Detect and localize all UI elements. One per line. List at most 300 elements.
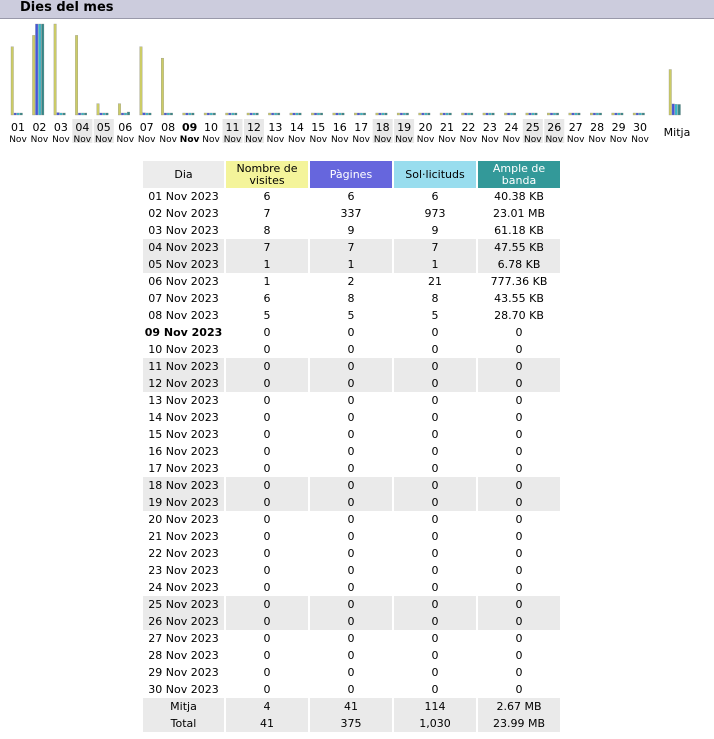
cell-pages: 0 xyxy=(310,358,392,375)
cell-visits: 0 xyxy=(226,358,308,375)
day-06-visits-bar xyxy=(118,104,121,115)
table-row xyxy=(143,205,560,222)
day-22-hits-bar xyxy=(467,113,470,115)
cell-visits: 1 xyxy=(263,275,271,288)
day-25-visits-bar xyxy=(526,113,529,115)
cell-visits: 6 xyxy=(263,190,271,203)
cell-bandwidth: 0 xyxy=(478,358,560,375)
cell-hits: 9 xyxy=(431,224,439,237)
day-07-pages-bar xyxy=(143,113,146,115)
day-21-bandwidth-bar xyxy=(449,113,452,115)
cell-bandwidth: 0 xyxy=(515,428,523,441)
table-row xyxy=(143,681,560,698)
day-11-visits-bar xyxy=(226,113,229,115)
cell-bandwidth: 47.55 KB xyxy=(478,239,560,256)
x-tick-day: 10 xyxy=(204,121,219,134)
day-09-hits-bar xyxy=(189,113,192,115)
cell-pages: 0 xyxy=(347,411,355,424)
cell-visits: 0 xyxy=(263,564,271,577)
cell-hits: 0 xyxy=(431,649,439,662)
table-row xyxy=(143,409,560,426)
x-tick-month: Nov xyxy=(245,135,263,145)
x-tick-month: Nov xyxy=(159,135,177,145)
total-row-label: Total xyxy=(143,715,224,732)
day-26-bandwidth-bar xyxy=(556,113,559,115)
cell-hits: 0 xyxy=(431,581,439,594)
x-tick-month: Nov xyxy=(373,135,392,145)
cell-pages: 7 xyxy=(310,239,392,256)
day-18-visits-bar xyxy=(376,113,379,115)
cell-day: 14 Nov 2023 xyxy=(148,411,219,424)
day-12-hits-bar xyxy=(253,113,256,115)
table-row xyxy=(143,460,560,477)
cell-day: 04 Nov 2023 xyxy=(143,239,224,256)
day-01-hits-bar xyxy=(17,113,20,115)
day-24-visits-bar xyxy=(504,113,507,115)
table-row xyxy=(143,511,560,528)
day-24-hits-bar xyxy=(510,113,512,115)
cell-bandwidth: 23.01 MB xyxy=(492,207,546,220)
x-tick-month: Nov xyxy=(545,135,564,145)
x-tick-month: Nov xyxy=(30,135,49,145)
x-tick-month: Nov xyxy=(566,135,585,145)
cell-day: 29 Nov 2023 xyxy=(148,666,219,679)
cell-visits: 0 xyxy=(263,547,271,560)
table-row xyxy=(143,647,560,664)
cell-bandwidth: 0 xyxy=(478,596,560,613)
day-30-visits-bar xyxy=(633,113,636,115)
day-15-hits-bar xyxy=(317,113,320,115)
cell-visits: 7 xyxy=(226,239,308,256)
cell-visits: 0 xyxy=(226,596,308,613)
x-tick-day: 28 xyxy=(590,121,605,134)
day-19-bandwidth-bar xyxy=(406,113,409,115)
table-row xyxy=(143,528,560,545)
cell-visits: 0 xyxy=(226,477,308,494)
day-27-visits-bar xyxy=(569,113,572,115)
day-26-pages-bar xyxy=(550,113,553,115)
total-row-pages: 375 xyxy=(310,715,392,732)
cell-bandwidth: 0 xyxy=(515,632,523,645)
day-19-visits-bar xyxy=(397,113,400,115)
day-11-pages-bar xyxy=(229,113,232,115)
x-tick-day: 11 xyxy=(225,121,240,134)
day-17-hits-bar xyxy=(360,113,363,115)
cell-pages: 0 xyxy=(347,530,355,543)
cell-pages: 0 xyxy=(347,343,355,356)
day-14-visits-bar xyxy=(290,113,293,115)
x-tick-day: 14 xyxy=(289,121,304,134)
day-04-visits-bar xyxy=(75,35,78,115)
cell-bandwidth: 0 xyxy=(515,462,523,475)
day-21-visits-bar xyxy=(440,113,443,115)
day-17-bandwidth-bar xyxy=(363,113,366,115)
x-tick-day: 21 xyxy=(440,121,454,134)
day-30-bandwidth-bar xyxy=(642,113,645,115)
day-25-hits-bar xyxy=(532,113,535,115)
cell-bandwidth: 0 xyxy=(515,547,523,560)
day-26-visits-bar xyxy=(547,113,550,115)
day-19-pages-bar xyxy=(400,113,403,115)
day-05-bandwidth-bar xyxy=(106,113,109,115)
cell-hits: 0 xyxy=(431,428,439,441)
cell-hits: 5 xyxy=(431,309,439,322)
x-tick-day: 18 xyxy=(375,121,390,134)
cell-hits: 0 xyxy=(431,632,439,645)
x-tick-month: Nov xyxy=(73,135,92,145)
x-tick-day: 04 xyxy=(75,121,90,134)
day-10-pages-bar xyxy=(207,113,210,115)
table-row xyxy=(143,477,560,494)
day-29-visits-bar xyxy=(612,113,615,115)
cell-bandwidth: 0 xyxy=(478,613,560,630)
cell-day: 28 Nov 2023 xyxy=(148,649,219,662)
cell-hits: 7 xyxy=(394,239,476,256)
table-row xyxy=(143,630,560,647)
cell-visits: 5 xyxy=(263,309,271,322)
x-tick-day: 27 xyxy=(568,121,583,134)
day-21-hits-bar xyxy=(446,113,449,115)
day-28-pages-bar xyxy=(593,113,596,115)
average-row-bandwidth: 2.67 MB xyxy=(478,698,560,715)
x-tick-month: Nov xyxy=(588,135,606,145)
x-tick-day: 25 xyxy=(525,121,540,134)
cell-day: 02 Nov 2023 xyxy=(148,207,219,220)
x-tick-month: Nov xyxy=(266,135,285,145)
cell-pages: 8 xyxy=(347,292,355,305)
cell-pages: 0 xyxy=(310,596,392,613)
x-tick-month: Nov xyxy=(309,135,328,145)
cell-pages: 0 xyxy=(347,394,355,407)
day-12-visits-bar xyxy=(247,113,250,115)
day-03-pages-bar xyxy=(57,113,60,115)
cell-bandwidth: 0 xyxy=(515,343,523,356)
day-26-hits-bar xyxy=(553,113,556,115)
day-29-bandwidth-bar xyxy=(621,113,624,115)
cell-visits: 6 xyxy=(263,292,271,305)
cell-bandwidth: 61.18 KB xyxy=(494,224,544,237)
cell-day: 18 Nov 2023 xyxy=(143,477,224,494)
cell-day: 08 Nov 2023 xyxy=(148,309,219,322)
days-of-month-chart xyxy=(0,0,714,150)
day-12-bandwidth-bar xyxy=(256,113,259,115)
x-tick-day: 02 xyxy=(32,121,47,134)
cell-hits: 0 xyxy=(431,547,439,560)
average-visits-bar xyxy=(669,70,672,116)
x-tick-month: Nov xyxy=(609,135,628,145)
day-23-bandwidth-bar xyxy=(492,113,495,115)
x-tick-day: 17 xyxy=(354,121,369,134)
cell-hits: 0 xyxy=(431,530,439,543)
cell-hits: 21 xyxy=(428,275,442,288)
day-13-visits-bar xyxy=(268,113,271,115)
x-tick-day: 15 xyxy=(311,121,326,134)
average-row-hits: 114 xyxy=(394,698,476,715)
cell-day: 21 Nov 2023 xyxy=(148,530,219,543)
cell-hits: 8 xyxy=(431,292,439,305)
x-tick-month: Nov xyxy=(137,135,156,145)
table-row xyxy=(143,392,560,409)
day-27-hits-bar xyxy=(575,113,578,115)
x-tick-month: Nov xyxy=(202,135,220,145)
day-13-pages-bar xyxy=(271,113,274,115)
day-15-bandwidth-bar xyxy=(320,113,323,115)
day-02-bandwidth-bar xyxy=(41,24,44,115)
cell-pages: 9 xyxy=(347,224,355,237)
table-row xyxy=(143,596,560,613)
cell-day: 09 Nov 2023 xyxy=(144,326,223,339)
x-tick-average: Mitja xyxy=(663,126,691,139)
cell-hits: 0 xyxy=(431,343,439,356)
cell-day: 13 Nov 2023 xyxy=(148,394,219,407)
cell-hits: 0 xyxy=(431,394,439,407)
cell-hits: 0 xyxy=(431,411,439,424)
cell-day: 06 Nov 2023 xyxy=(148,275,219,288)
x-tick-day: 16 xyxy=(332,121,347,134)
day-20-visits-bar xyxy=(419,113,422,115)
day-19-hits-bar xyxy=(403,113,406,115)
cell-bandwidth: 0 xyxy=(515,683,523,696)
cell-pages: 0 xyxy=(347,649,355,662)
cell-pages: 0 xyxy=(310,477,392,494)
day-29-pages-bar xyxy=(615,113,618,115)
cell-visits: 8 xyxy=(263,224,271,237)
cell-bandwidth: 0 xyxy=(478,494,560,511)
average-bandwidth-bar xyxy=(678,104,681,115)
day-22-visits-bar xyxy=(461,113,464,115)
x-tick-day: 08 xyxy=(161,121,176,134)
cell-visits: 0 xyxy=(263,632,271,645)
x-tick-day: 05 xyxy=(96,121,111,134)
table-row xyxy=(143,494,560,511)
cell-visits: 0 xyxy=(263,394,271,407)
day-30-pages-bar xyxy=(636,113,639,115)
table-row xyxy=(143,613,560,630)
x-tick-day: 13 xyxy=(268,121,283,134)
x-tick-day: 12 xyxy=(246,121,261,134)
table-row xyxy=(143,324,560,341)
x-tick-month: Nov xyxy=(52,135,70,145)
x-tick-month: Nov xyxy=(395,135,413,145)
cell-hits: 0 xyxy=(394,494,476,511)
day-08-visits-bar xyxy=(161,58,164,115)
day-10-hits-bar xyxy=(210,113,213,115)
day-18-bandwidth-bar xyxy=(385,113,388,115)
cell-visits: 0 xyxy=(263,462,271,475)
cell-day: 27 Nov 2023 xyxy=(148,632,219,645)
cell-bandwidth: 0 xyxy=(515,326,523,339)
day-25-pages-bar xyxy=(529,113,532,115)
cell-visits: 7 xyxy=(263,207,271,220)
cell-visits: 0 xyxy=(263,428,271,441)
day-20-hits-bar xyxy=(425,113,428,115)
x-tick-day: 01 xyxy=(11,121,25,134)
cell-day: 01 Nov 2023 xyxy=(148,190,219,203)
cell-hits: 0 xyxy=(431,445,439,458)
day-04-pages-bar xyxy=(78,113,81,115)
day-11-hits-bar xyxy=(232,113,235,115)
x-tick-month: Nov xyxy=(179,135,200,145)
cell-day: 12 Nov 2023 xyxy=(143,375,224,392)
x-tick-month: Nov xyxy=(352,135,370,145)
table-row xyxy=(143,239,560,256)
day-13-bandwidth-bar xyxy=(277,113,280,115)
day-21-pages-bar xyxy=(443,113,446,115)
table-row xyxy=(143,256,560,273)
cell-bandwidth: 0 xyxy=(515,649,523,662)
day-15-visits-bar xyxy=(311,113,314,115)
cell-day: 16 Nov 2023 xyxy=(148,445,219,458)
x-tick-day: 29 xyxy=(611,121,626,134)
section-title: Dies del mes xyxy=(20,0,114,15)
cell-visits: 0 xyxy=(226,494,308,511)
average-row-pages: 41 xyxy=(310,698,392,715)
day-11-bandwidth-bar xyxy=(235,113,238,115)
x-tick-day: 19 xyxy=(397,121,412,134)
day-05-visits-bar xyxy=(97,104,100,115)
cell-day: 10 Nov 2023 xyxy=(148,343,219,356)
total-row-hits: 1,030 xyxy=(394,715,476,732)
table-row xyxy=(143,307,560,324)
cell-visits: 0 xyxy=(263,530,271,543)
table-row xyxy=(143,375,560,392)
day-24-pages-bar xyxy=(507,113,510,115)
x-tick-month: Nov xyxy=(116,135,135,145)
cell-visits: 0 xyxy=(263,326,271,339)
cell-hits: 0 xyxy=(394,375,476,392)
x-tick-month: Nov xyxy=(631,135,649,145)
cell-bandwidth: 0 xyxy=(478,375,560,392)
cell-bandwidth: 0 xyxy=(515,411,523,424)
day-18-pages-bar xyxy=(379,113,382,115)
x-tick-day: 26 xyxy=(547,121,562,134)
cell-hits: 6 xyxy=(431,190,439,203)
day-24-bandwidth-bar xyxy=(513,113,516,115)
day-14-hits-bar xyxy=(296,113,299,115)
header-hits: Sol·licituds xyxy=(394,161,476,188)
cell-visits: 0 xyxy=(226,375,308,392)
table-row xyxy=(143,545,560,562)
cell-hits: 1 xyxy=(394,256,476,273)
cell-pages: 0 xyxy=(347,564,355,577)
cell-pages: 0 xyxy=(347,547,355,560)
day-05-pages-bar xyxy=(100,113,103,115)
x-tick-day: 30 xyxy=(633,121,648,134)
cell-pages: 0 xyxy=(347,666,355,679)
table-row xyxy=(143,562,560,579)
x-tick-day: 06 xyxy=(118,121,133,134)
cell-hits: 0 xyxy=(394,613,476,630)
x-tick-month: Nov xyxy=(95,135,113,145)
day-16-bandwidth-bar xyxy=(342,113,345,115)
day-17-pages-bar xyxy=(357,113,360,115)
day-03-bandwidth-bar xyxy=(63,113,66,115)
average-hits-bar xyxy=(675,104,678,115)
x-tick-day: 07 xyxy=(139,121,154,134)
cell-bandwidth: 0 xyxy=(515,445,523,458)
table-row xyxy=(143,222,560,239)
cell-hits: 973 xyxy=(424,207,446,220)
x-tick-month: Nov xyxy=(502,135,521,145)
x-tick-day: 03 xyxy=(53,121,68,134)
day-20-bandwidth-bar xyxy=(428,113,431,115)
table-header-row xyxy=(143,161,560,188)
cell-visits: 1 xyxy=(226,256,308,273)
cell-bandwidth: 40.38 KB xyxy=(494,190,544,203)
x-tick-month: Nov xyxy=(459,135,478,145)
table-row xyxy=(143,273,560,290)
day-03-visits-bar xyxy=(54,24,57,115)
day-06-pages-bar xyxy=(121,113,124,115)
x-tick-month: Nov xyxy=(481,135,499,145)
days-table xyxy=(141,161,562,732)
cell-pages: 0 xyxy=(310,613,392,630)
cell-day: 03 Nov 2023 xyxy=(148,224,219,237)
cell-hits: 0 xyxy=(394,596,476,613)
day-05-hits-bar xyxy=(103,113,106,115)
day-02-visits-bar xyxy=(32,35,35,115)
day-29-hits-bar xyxy=(618,113,621,115)
table-row xyxy=(143,290,560,307)
cell-bandwidth: 0 xyxy=(515,581,523,594)
total-row-bandwidth: 23.99 MB xyxy=(478,715,560,732)
cell-day: 15 Nov 2023 xyxy=(148,428,219,441)
day-09-bandwidth-bar xyxy=(192,113,195,115)
day-16-hits-bar xyxy=(339,113,342,115)
cell-pages: 2 xyxy=(347,275,355,288)
cell-pages: 6 xyxy=(347,190,355,203)
day-01-bandwidth-bar xyxy=(20,113,23,115)
x-tick-month: Nov xyxy=(330,135,349,145)
x-tick-day: 20 xyxy=(418,121,433,134)
day-25-bandwidth-bar xyxy=(535,113,538,115)
cell-day: 05 Nov 2023 xyxy=(143,256,224,273)
day-07-visits-bar xyxy=(140,47,143,115)
day-07-hits-bar xyxy=(146,113,149,115)
table-row xyxy=(143,664,560,681)
x-tick-day: 24 xyxy=(504,121,519,134)
day-08-bandwidth-bar xyxy=(170,113,173,115)
x-tick-month: Nov xyxy=(416,135,435,145)
cell-hits: 0 xyxy=(394,477,476,494)
cell-bandwidth: 28.70 KB xyxy=(494,309,544,322)
day-02-hits-bar xyxy=(38,24,41,115)
cell-pages: 0 xyxy=(310,494,392,511)
header-visits: Nombre de visites xyxy=(226,161,308,188)
cell-bandwidth: 0 xyxy=(515,394,523,407)
cell-bandwidth: 6.78 KB xyxy=(478,256,560,273)
day-15-pages-bar xyxy=(314,113,317,115)
cell-bandwidth: 777.36 KB xyxy=(490,275,548,288)
average-row xyxy=(143,698,560,715)
cell-visits: 0 xyxy=(263,581,271,594)
day-27-bandwidth-bar xyxy=(578,113,581,115)
day-28-hits-bar xyxy=(596,113,599,115)
cell-hits: 0 xyxy=(431,513,439,526)
x-tick-month: Nov xyxy=(9,135,27,145)
day-09-visits-bar xyxy=(183,113,186,115)
table-row xyxy=(143,188,560,205)
table-row xyxy=(143,341,560,358)
cell-pages: 1 xyxy=(310,256,392,273)
day-22-pages-bar xyxy=(464,113,467,115)
cell-day: 24 Nov 2023 xyxy=(148,581,219,594)
average-row-label: Mitja xyxy=(143,698,224,715)
day-16-pages-bar xyxy=(336,113,339,115)
cell-day: 26 Nov 2023 xyxy=(143,613,224,630)
x-tick-month: Nov xyxy=(438,135,456,145)
day-14-pages-bar xyxy=(293,113,296,115)
